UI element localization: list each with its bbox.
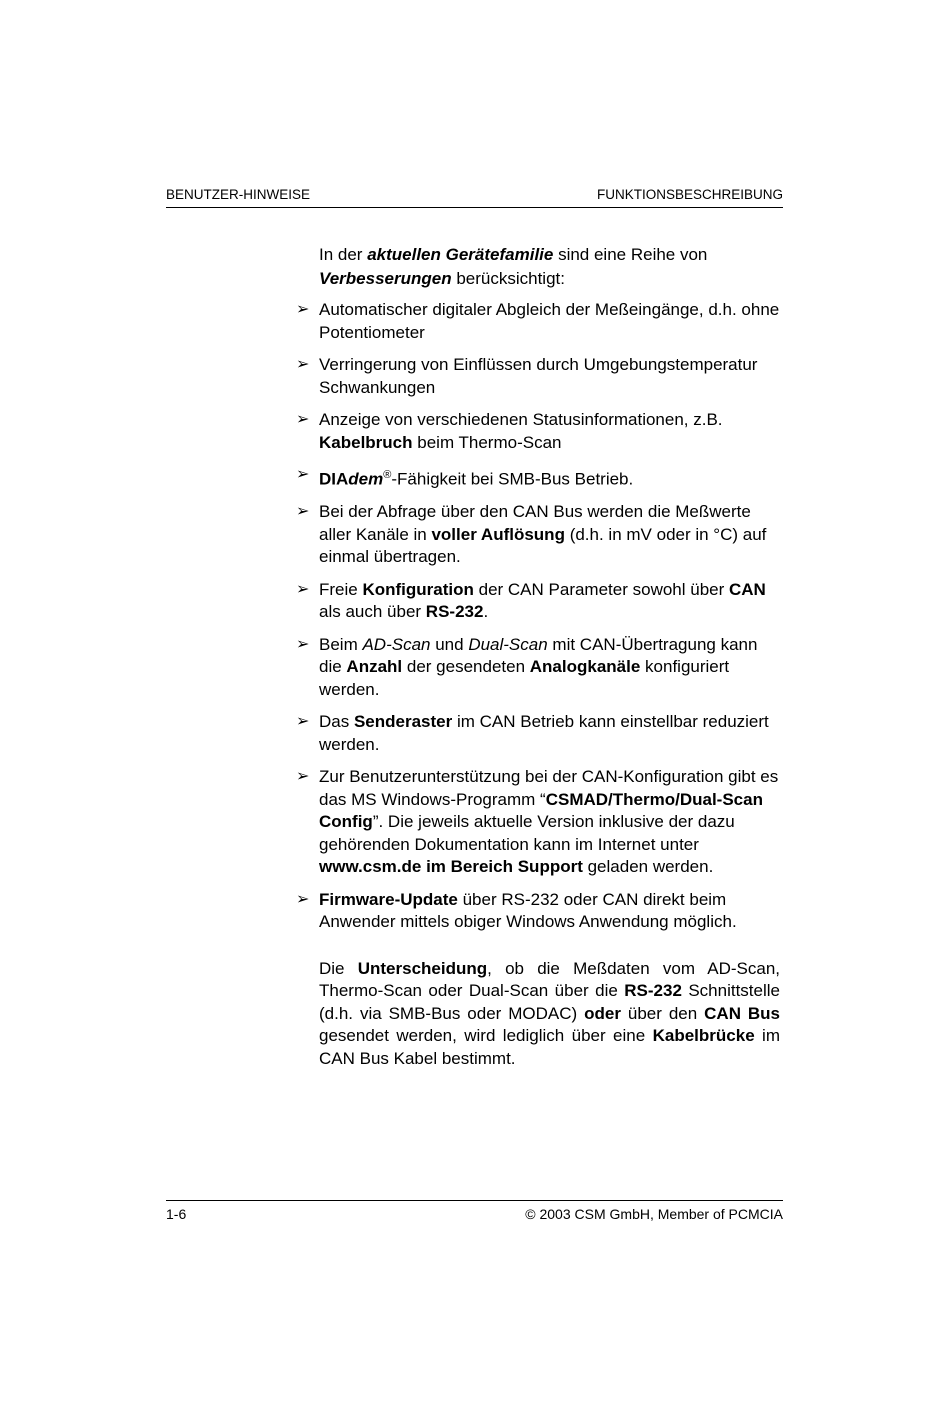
item-bold: Firmware-Update [319,889,458,909]
item-bold: Analogkanäle [529,657,641,677]
item-bold: Kabelbruch [319,432,413,452]
intro-emphasis-2: Verbesserungen [319,269,452,288]
item-bold: Anzahl [346,657,403,677]
closing-bold: RS-232 [624,981,682,1001]
item-text: Freie [319,579,363,599]
item-text: Automatischer digitaler Abgleich der Meßeingänge, d.h. ohne Potentiometer [319,300,780,342]
item-text: im CAN Betrieb kann einstellbar reduziert werden. [319,712,769,754]
item-bold: Konfiguration [362,579,474,599]
list-item [267,501,780,569]
item-text: beim Thermo-Scan [412,432,562,452]
item-text: Verringerung von Einflüssen durch Umgebungstemperatur Schwankungen [319,355,758,397]
intro-text-2: sind eine Reihe von [553,245,708,264]
item-text: -Fähigkeit bei SMB-Bus Betrieb. [391,469,634,489]
closing-bold: Kabelbrücke [652,1026,755,1046]
closing-text: gesendet werden, wird lediglich über eine [319,1026,653,1046]
closing-text: , ob die Meßdaten vom AD-Scan, Thermo-Scan oder Dual-Scan über die [319,958,781,1001]
list-item [267,464,780,491]
item-text: Beim [319,634,363,654]
closing-bold: Unterscheidung [357,958,488,978]
item-text: mit CAN-Übertragung kann die [319,634,758,677]
registered-mark: ® [383,469,392,481]
list-item [267,889,780,934]
item-text: als auch über [319,602,426,622]
item-text: der CAN Parameter sowohl über [473,579,729,599]
header-chapter-title: FUNKTIONSBESCHREIBUNG [596,187,783,202]
arrow-bullet-icon: ➢ [296,301,310,318]
item-italic: Dual-Scan [468,634,548,654]
item-text: Das [319,712,354,732]
item-text: Anzeige von verschiedenen Statusinformationen, z.B. [319,410,723,429]
item-bold: CAN [729,579,766,599]
arrow-bullet-icon: ➢ [296,635,310,653]
list-item [267,579,780,624]
item-text: Zur Benutzerunterstützung bei der CAN-Konfiguration gibt es das MS Windows-Programm “ [319,767,779,809]
list-item [267,409,780,454]
item-text: der gesendeten [402,657,530,677]
closing-paragraph [319,958,780,1071]
main-content [296,243,781,1087]
item-bold: CSMAD/Thermo/Dual-Scan Config [319,789,763,832]
copyright-notice: © 2003 CSM GmbH, Member of PCMCIA [525,1206,783,1222]
item-bold: DIA [319,469,349,489]
arrow-bullet-icon: ➢ [296,890,310,908]
arrow-bullet-icon: ➢ [296,713,310,731]
list-item [267,766,780,879]
closing-bold: oder [584,1003,621,1023]
arrow-bullet-icon: ➢ [296,466,310,483]
item-italic: AD-Scan [362,634,431,654]
closing-text: über den [620,1003,705,1023]
list-item [267,354,780,399]
item-bold: Senderaster [353,712,453,732]
list-item [267,299,780,344]
page-header [166,186,783,208]
page-footer [166,1200,783,1222]
arrow-bullet-icon: ➢ [296,356,310,373]
intro-text-3: berücksichtigt: [451,269,565,288]
item-text: ”. Die jeweils aktuelle Version inklusive der dazu gehörenden Dokumentation kann im Internet unter [319,812,735,854]
item-bold: voller Auflösung [431,524,565,544]
item-text: konfiguriert werden. [319,657,730,699]
website-link[interactable]: www.csm.de im Bereich Support [319,857,583,877]
closing-text: im CAN Bus Kabel bestimmt. [319,1026,780,1068]
intro-emphasis-1: aktuellen Gerätefamilie [367,245,554,264]
item-text: . [483,602,489,622]
item-bold: RS-232 [425,602,484,622]
list-item [267,711,780,756]
item-text: über RS-232 oder CAN direkt beim Anwender mittels obiger Windows Anwendung möglich. [319,889,737,932]
arrow-bullet-icon: ➢ [296,580,310,598]
page-number: 1-6 [166,1206,187,1222]
closing-text: Schnittstelle (d.h. via SMB-Bus oder MODAC) [319,981,780,1023]
item-text: geladen werden. [582,857,714,877]
intro-text-1: In der [319,245,368,264]
item-italic: dem [348,469,384,489]
arrow-bullet-icon: ➢ [296,411,310,428]
list-item [267,634,780,702]
arrow-bullet-icon: ➢ [296,768,310,786]
feature-list [296,299,780,934]
item-text: (d.h. in mV oder in °C) auf einmal übertragen. [319,524,767,567]
item-text: und [430,634,469,654]
closing-text: Die [319,958,358,978]
closing-bold: CAN Bus [704,1003,781,1023]
item-text: Bei der Abfrage über den CAN Bus werden die Meßwerte aller Kanäle in [319,502,751,544]
arrow-bullet-icon: ➢ [296,503,310,521]
intro-paragraph [319,243,780,291]
header-section-title: BENUTZER-HINWEISE [166,187,311,202]
